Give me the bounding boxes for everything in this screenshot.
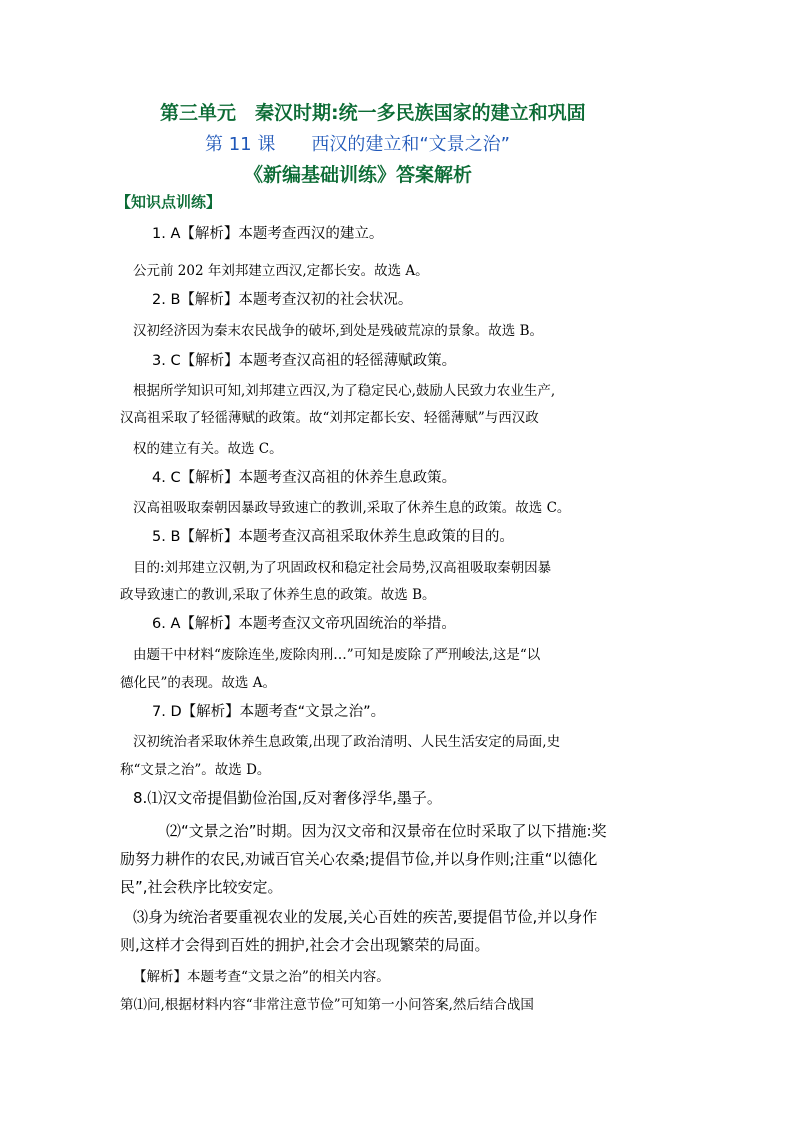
question-heading: 5. B【解析】本题考查汉高祖采取休养生息政策的目的。	[152, 529, 514, 545]
question-heading: 3. C【解析】本题考查汉高祖的轻徭薄赋政策。	[152, 353, 457, 369]
explanation-text: 【解析】本题考查“文景之治”的相关内容。	[133, 969, 390, 985]
unit-title: 第三单元 秦汉时期:统一多民族国家的建立和巩固	[160, 102, 586, 124]
explanation-text: 目的:刘邦建立汉朝,为了巩固政权和稳定社会局势,汉高祖吸取秦朝因暴	[133, 560, 552, 576]
explanation-text: 由题干中材料“废除连坐,废除肉刑…”可知是废除了严刑峻法,这是“以	[133, 647, 541, 663]
doc-title: 《新编基础训练》答案解析	[244, 164, 473, 186]
question-heading: 7. D【解析】本题考查“文景之治”。	[152, 704, 386, 720]
explanation-text: 汉高祖采取了轻徭薄赋的政策。故“刘邦定都长安、轻徭薄赋”与西汉政	[120, 410, 539, 426]
answer-text: 则,这样才会得到百姓的拥护,社会才会出现繁荣的局面。	[120, 936, 490, 954]
question-heading: 4. C【解析】本题考查汉高祖的休养生息政策。	[152, 470, 457, 486]
explanation-text: 公元前 202 年刘邦建立西汉,定都长安。故选 A。	[133, 263, 429, 279]
answer-text: ⑵“文景之治”时期。因为汉文帝和汉景帝在位时采取了以下措施:奖	[166, 822, 607, 840]
answer-text: 民”,社会秩序比较安定。	[120, 878, 283, 896]
explanation-text: 第⑴问,根据材料内容“非常注意节俭”可知第一小问答案,然后结合战国	[120, 997, 534, 1013]
explanation-text: 称“文景之治”。故选 D。	[120, 762, 271, 778]
answer-text: 励努力耕作的农民,劝诫百官关心农桑;提倡节俭,并以身作则;注重“以德化	[120, 850, 598, 868]
explanation-text: 政导致速亡的教训,采取了休养生息的政策。故选 B。	[120, 587, 436, 603]
question-heading: 1. A【解析】本题考查西汉的建立。	[152, 226, 384, 242]
lesson-title: 第 11 课 西汉的建立和“文景之治”	[205, 134, 510, 155]
question-heading: 2. B【解析】本题考查汉初的社会状况。	[152, 292, 413, 308]
answer-text: 8.⑴汉文帝提倡勤俭治国,反对奢侈浮华,墨子。	[133, 789, 442, 807]
explanation-text: 权的建立有关。故选 C。	[133, 441, 283, 457]
section-label: 【知识点训练】	[116, 193, 222, 211]
explanation-text: 汉高祖吸取秦朝因暴政导致速亡的教训,采取了休养生息的政策。故选 C。	[133, 500, 571, 516]
question-heading: 6. A【解析】本题考查汉文帝巩固统治的举措。	[152, 616, 456, 632]
explanation-text: 汉初统治者采取休养生息政策,出现了政治清明、人民生活安定的局面,史	[133, 734, 561, 750]
explanation-text: 德化民”的表现。故选 A。	[120, 675, 276, 691]
answer-text: ⑶身为统治者要重视农业的发展,关心百姓的疾苦,要提倡节俭,并以身作	[133, 908, 598, 926]
explanation-text: 汉初经济因为秦末农民战争的破坏,到处是残破荒凉的景象。故选 B。	[133, 323, 544, 339]
explanation-text: 根据所学知识可知,刘邦建立西汉,为了稳定民心,鼓励人民致力农业生产,	[133, 383, 556, 399]
